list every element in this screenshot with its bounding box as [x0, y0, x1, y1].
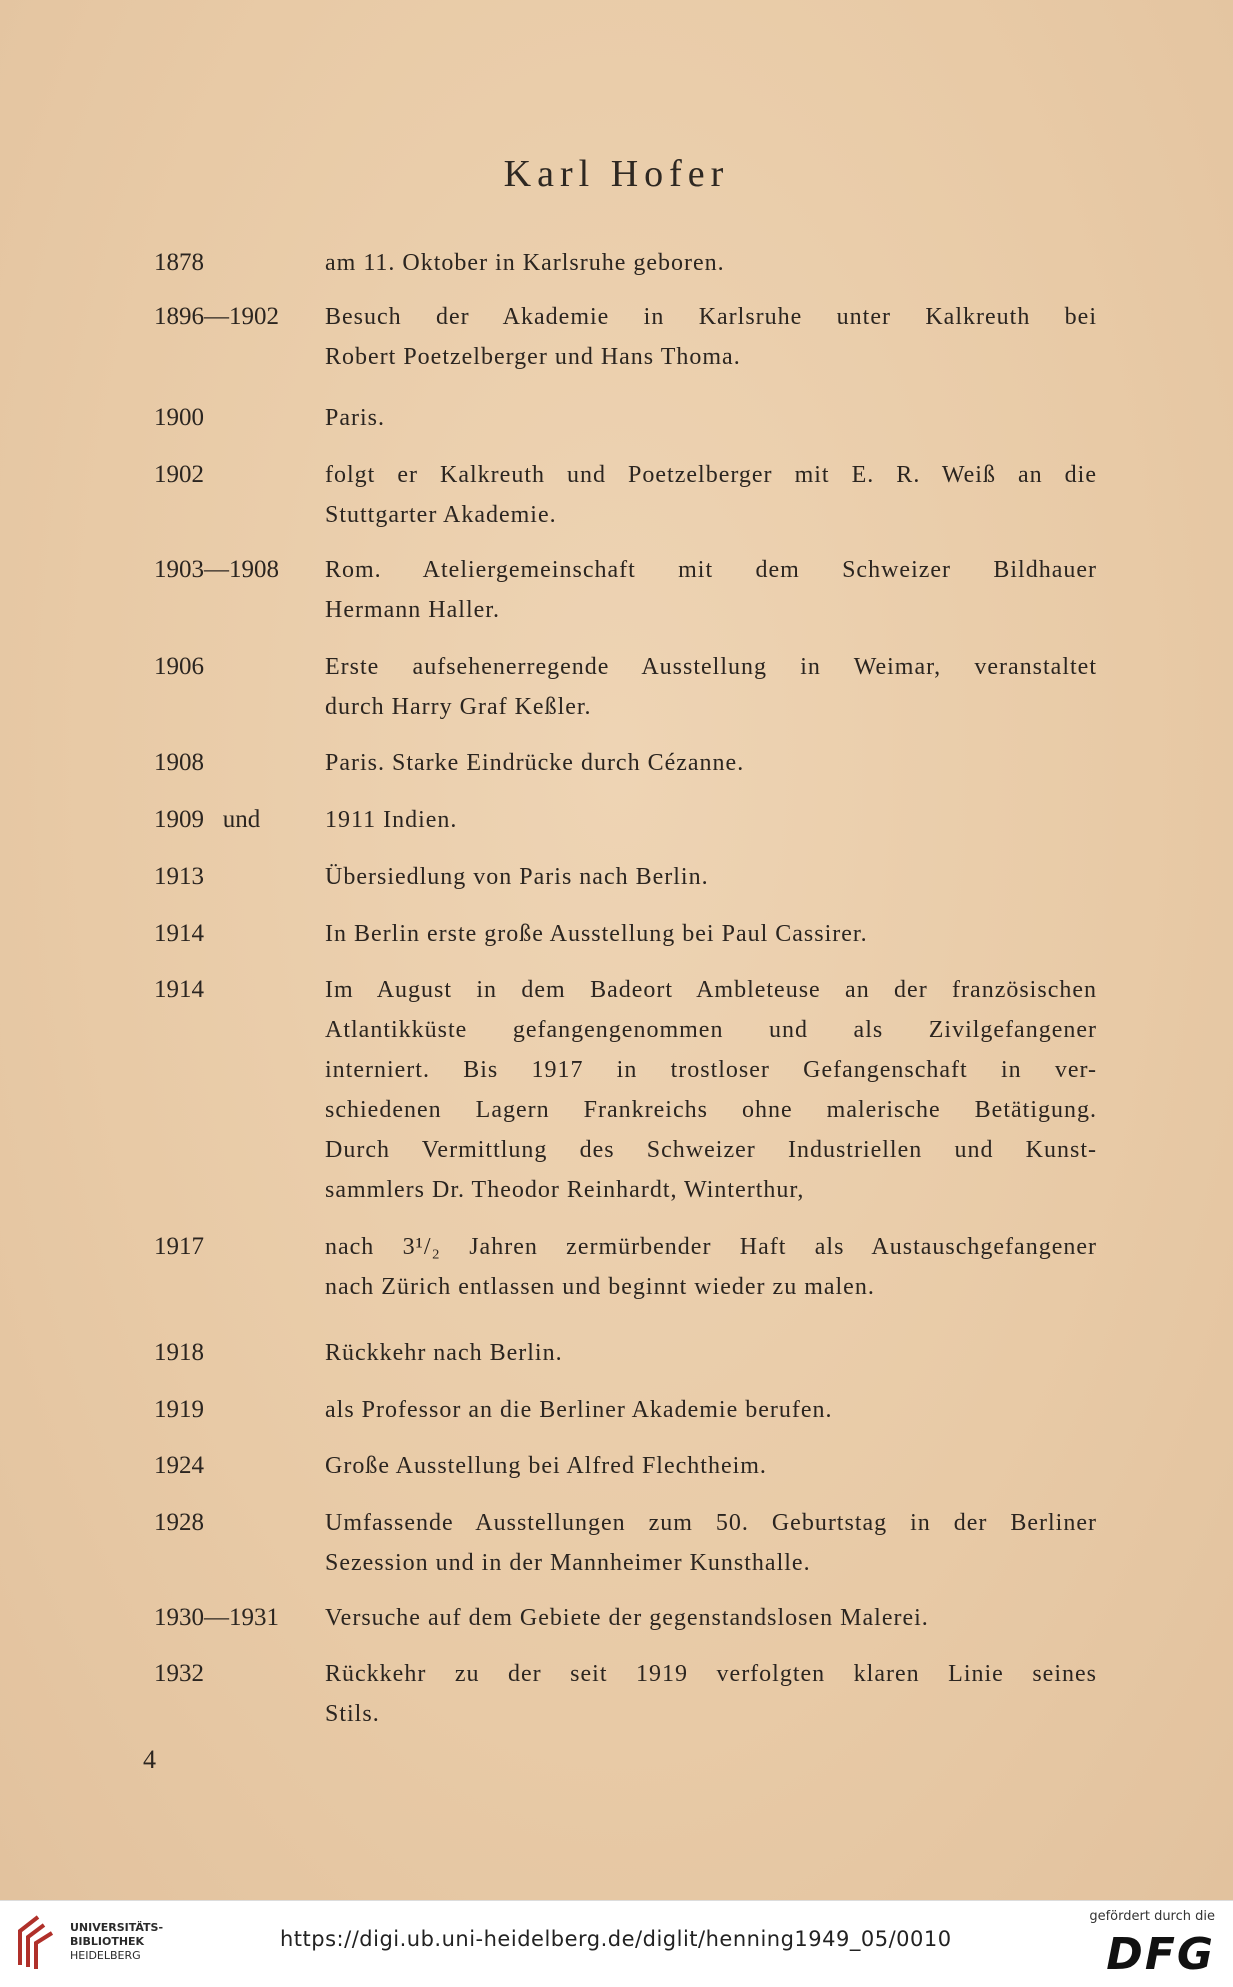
library-line: BIBLIOTHEK	[70, 1935, 145, 1948]
entry-text-line: Große Ausstellung bei Alfred Flechtheim.	[325, 1453, 767, 1479]
entry-text	[325, 800, 1097, 840]
entry-text	[325, 914, 1097, 954]
entry-text-line: nach Zürich entlassen und beginnt wieder zu malen.	[325, 1274, 875, 1300]
entry-year: 1906	[154, 653, 204, 680]
entry-text-line: sammlers Dr. Theodor Reinhardt, Winterthur,	[325, 1177, 805, 1203]
entry-text-line: durch Harry Graf Keßler.	[325, 694, 592, 720]
entry-year: 1930—1931	[154, 1604, 279, 1631]
library-line: UNIVERSITÄTS-	[70, 1921, 164, 1934]
entry-text	[325, 743, 1097, 783]
entry-text-line: Erste aufsehenerregende Ausstellung in Weimar, veranstaltet	[325, 654, 1097, 680]
entry-year: 1928	[154, 1509, 204, 1536]
page-title: Karl Hofer	[503, 153, 730, 195]
university-library-name	[70, 1921, 163, 1963]
entry-text-line: Robert Poetzelberger und Hans Thoma.	[325, 344, 741, 370]
entry-text	[325, 1503, 1097, 1583]
entry-text-line: schiedenen Lagern Frankreichs ohne malerische Betätigung.	[325, 1097, 1097, 1123]
funding-note: gefördert durch die	[1089, 1909, 1215, 1924]
entry-text-line: Hermann Haller.	[325, 597, 500, 623]
entry-text	[325, 1333, 1097, 1373]
entry-text-line: Umfassende Ausstellungen zum 50. Geburtstag in der Berliner	[325, 1510, 1097, 1536]
entry-text-line: nach 3¹/₂ Jahren zermürbender Haft als Austauschgefangener	[325, 1234, 1097, 1260]
entry-text	[325, 1446, 1097, 1486]
entry-year: 1919	[154, 1396, 204, 1423]
entry-text-line: Rückkehr nach Berlin.	[325, 1340, 563, 1366]
entry-text-line: als Professor an die Berliner Akademie berufen.	[325, 1397, 833, 1423]
entry-text	[325, 1598, 1097, 1638]
entry-year: 1913	[154, 863, 204, 890]
dfg-logo: DFG	[1106, 1929, 1215, 1980]
entry-text	[325, 297, 1097, 377]
entry-text	[325, 970, 1097, 1210]
entry-text	[325, 455, 1097, 535]
entry-text-line: Durch Vermittlung des Schweizer Industriellen und Kunst-	[325, 1137, 1097, 1163]
entry-year: 1900	[154, 404, 204, 431]
entry-year: 1918	[154, 1339, 204, 1366]
entry-text	[325, 1390, 1097, 1430]
entry-text	[325, 243, 1097, 283]
entry-text-line: Übersiedlung von Paris nach Berlin.	[325, 864, 709, 890]
entry-text-line: folgt er Kalkreuth und Poetzelberger mit E. R. Weiß an die	[325, 462, 1097, 488]
entry-text	[325, 1654, 1097, 1734]
permalink-url[interactable]: https://digi.ub.uni-heidelberg.de/diglit/henning1949_05/0010	[280, 1927, 952, 1951]
entry-year: 1896—1902	[154, 303, 279, 330]
entry-year: 1902	[154, 461, 204, 488]
entry-text-line: interniert. Bis 1917 in trostloser Gefangenschaft in ver-	[325, 1057, 1097, 1083]
entry-text-line: am 11. Oktober in Karlsruhe geboren.	[325, 250, 725, 276]
entry-text-line: Versuche auf dem Gebiete der gegenstandslosen Malerei.	[325, 1605, 929, 1631]
entry-text-line: 1911 Indien.	[325, 807, 458, 833]
entry-year: 1903—1908	[154, 556, 279, 583]
entry-text-line: Stils.	[325, 1701, 380, 1727]
page-number: 4	[143, 1745, 156, 1774]
entry-text-line: Besuch der Akademie in Karlsruhe unter Kalkreuth bei	[325, 304, 1097, 330]
entry-text	[325, 647, 1097, 727]
entry-year: 1878	[154, 249, 204, 276]
entry-year: 1908	[154, 749, 204, 776]
entry-year: 1932	[154, 1660, 204, 1687]
entry-year: 1914	[154, 976, 204, 1003]
entry-text-line: Atlantikküste gefangengenommen und als Zivilgefangener	[325, 1017, 1097, 1043]
entry-text-line: Stuttgarter Akademie.	[325, 502, 557, 528]
entry-text	[325, 550, 1097, 630]
university-library-logo-icon	[14, 1911, 66, 1973]
entry-text-line: Rom. Ateliergemeinschaft mit dem Schweizer Bildhauer	[325, 557, 1097, 583]
entry-text	[325, 398, 1097, 438]
entry-text-line: In Berlin erste große Ausstellung bei Paul Cassirer.	[325, 921, 868, 947]
entry-year: 1924	[154, 1452, 204, 1479]
entry-text-line: Rückkehr zu der seit 1919 verfolgten klaren Linie seines	[325, 1661, 1097, 1687]
entry-year: 1914	[154, 920, 204, 947]
entry-text	[325, 857, 1097, 897]
entry-year: 1909 und	[154, 806, 261, 833]
entry-year: 1917	[154, 1233, 204, 1260]
library-line: HEIDELBERG	[70, 1949, 141, 1962]
entry-text-line: Paris.	[325, 405, 385, 431]
entry-text-line: Im August in dem Badeort Ambleteuse an der französischen	[325, 977, 1097, 1003]
entry-text	[325, 1227, 1097, 1307]
entry-text-line: Sezession und in der Mannheimer Kunsthalle.	[325, 1550, 811, 1576]
entry-text-line: Paris. Starke Eindrücke durch Cézanne.	[325, 750, 745, 776]
viewer-footer	[0, 1900, 1233, 1987]
